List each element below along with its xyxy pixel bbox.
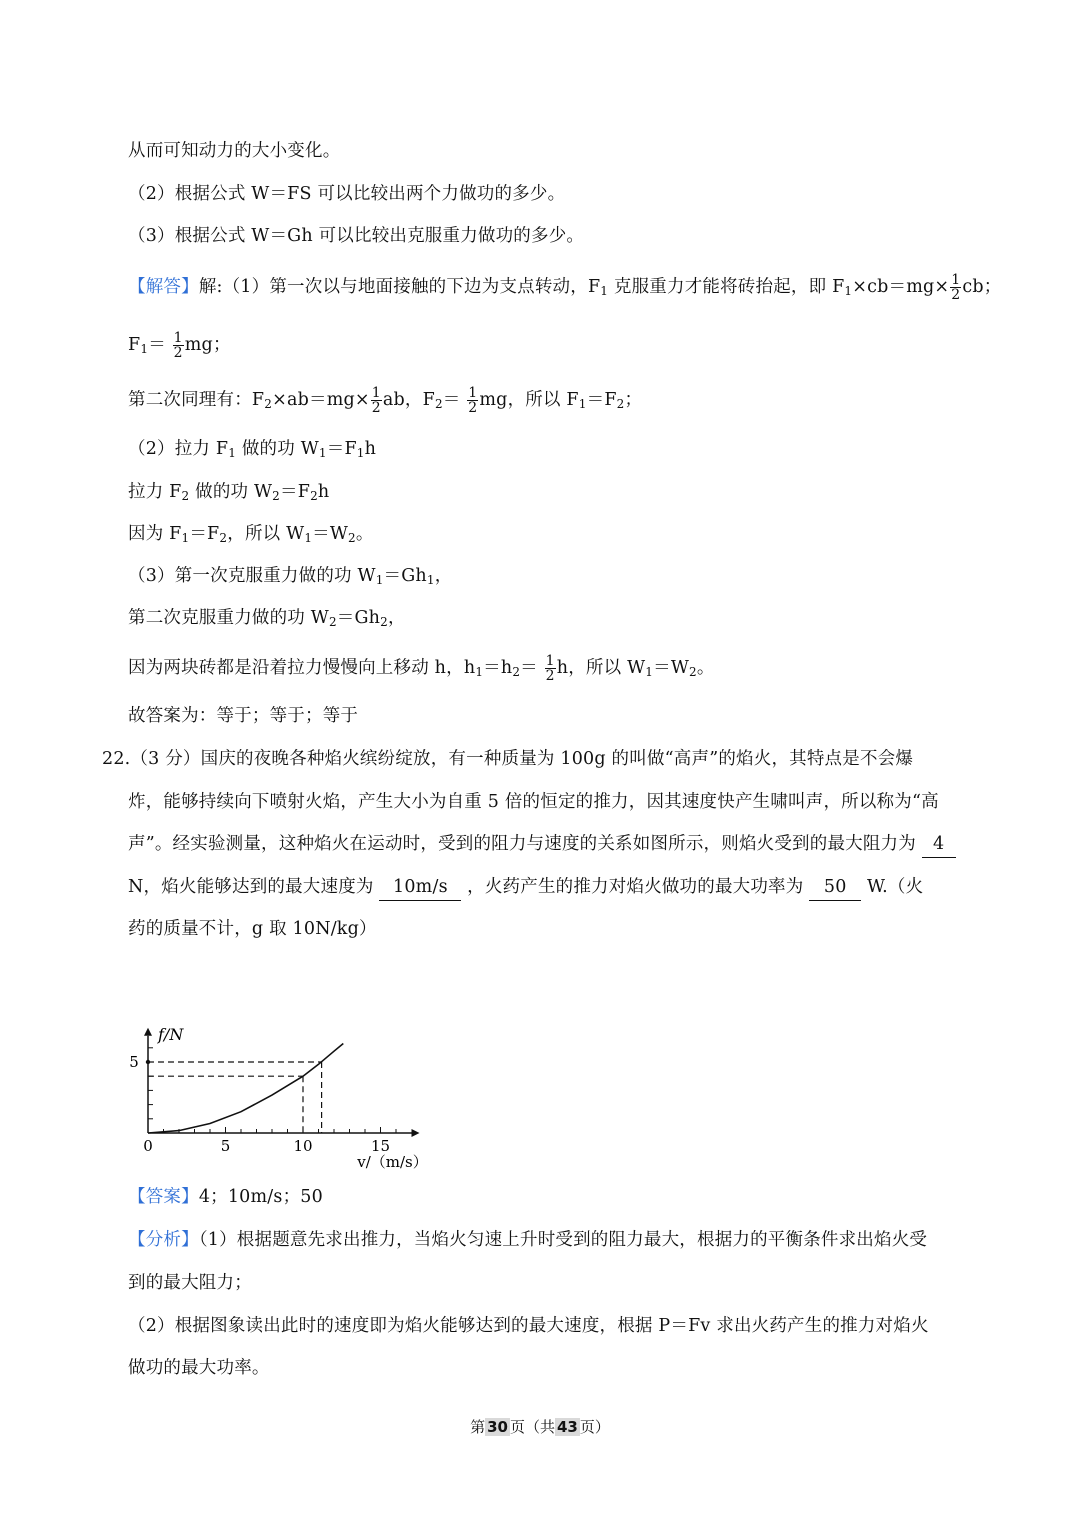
solution-line-6: [128, 521, 374, 551]
subscript: 2: [264, 397, 273, 411]
text: W.（火: [867, 877, 924, 897]
text: F: [128, 335, 141, 355]
text: ab，F: [382, 390, 435, 410]
text-line: （3）根据公式 W＝Gh 可以比较出克服重力做功的多少。: [128, 226, 585, 246]
x-tick-label: 10: [293, 1137, 313, 1155]
text: ＝: [148, 335, 172, 355]
text: ，: [388, 608, 406, 628]
text: ×cb＝mg×: [852, 277, 950, 297]
force-curve: [148, 1044, 343, 1134]
text: 第二次同理有：F: [128, 390, 265, 410]
solution-line-2: [128, 331, 231, 362]
text: 做的功 W: [236, 439, 319, 459]
solution-line-9: [128, 654, 715, 685]
y-axis-label: f/N: [158, 1024, 184, 1044]
analysis-tag: 【分析】: [128, 1230, 199, 1250]
subscript: 1: [181, 531, 190, 545]
solution-line-8: [128, 605, 406, 635]
text: ＝F: [189, 524, 220, 544]
text: ×ab＝mg×: [272, 390, 370, 410]
text: ，: [434, 566, 453, 586]
answer-tag: 【答案】: [128, 1187, 199, 1207]
subscript: 2: [348, 531, 356, 545]
y-tick-label: 5: [129, 1053, 139, 1071]
page-number: 30: [487, 1418, 508, 1436]
text: （2）拉力 F: [128, 439, 229, 459]
text: ＝h: [483, 658, 513, 678]
final-answer-line: 故答案为：等于；等于；等于: [128, 706, 359, 726]
analysis-line: [128, 1227, 927, 1253]
subscript: 2: [616, 397, 625, 411]
subscript: 2: [434, 397, 443, 411]
subscript: 1: [304, 531, 313, 545]
subscript: 2: [689, 665, 697, 679]
total-pages: 43: [557, 1418, 578, 1436]
text: ＝F: [586, 390, 617, 410]
text-line: （2）根据公式 W＝FS 可以比较出两个力做功的多少。: [128, 184, 566, 204]
subscript: 1: [645, 665, 654, 679]
question-line: [128, 831, 956, 858]
analysis-line: 到的最大阻力；: [128, 1273, 252, 1293]
text: ＝Gh: [383, 566, 427, 586]
text: ＝W: [653, 658, 690, 678]
x-tick-label: 5: [220, 1137, 231, 1155]
fraction: $\frac{1}{2}$: [468, 385, 478, 416]
question-line: 药的质量不计，g 取 10N/kg）: [128, 919, 377, 939]
subscript: 1: [375, 573, 384, 587]
text: ，火药产生的推力对焰火做功的最大功率为: [467, 877, 804, 897]
text: mg；: [184, 335, 231, 355]
text: ＝Gh: [336, 608, 381, 628]
question-line: 22.（3 分）国庆的夜晚各种焰火缤纷绽放，有一种质量为 100g 的叫做“高声”的焰火，其特点是不会爆: [102, 749, 914, 769]
force-velocity-chart: [118, 948, 428, 1178]
subscript: 1: [140, 342, 149, 356]
text: h: [364, 439, 377, 459]
solution-line-3: [128, 386, 642, 417]
text: N，焰火能够达到的最大速度为: [128, 877, 374, 897]
answer-blank: 10m/s: [379, 874, 461, 901]
text: 。: [696, 658, 715, 678]
subscript: 2: [512, 665, 521, 679]
x-axis-arrow: [412, 1129, 420, 1137]
fraction: $\frac{1}{2}$: [951, 272, 961, 303]
text: 页）: [579, 1418, 610, 1436]
text: 页（共: [509, 1418, 555, 1436]
answer-text: 4；10m/s；50: [198, 1187, 323, 1207]
text: （1）根据题意先求出推力，当焰火匀速上升时受到的阻力最大，根据力的平衡条件求出焰火受: [198, 1230, 928, 1250]
subscript: 1: [600, 284, 609, 298]
text: （3）第一次克服重力做的功 W: [128, 566, 376, 586]
question-line: [128, 874, 923, 901]
solution-line-1: [128, 273, 1002, 304]
subscript: 1: [426, 573, 435, 587]
question-line: 炸，能够持续向下喷射火焰，产生大小为自重 5 倍的恒定的推力，因其速度快产生啸叫声，所以称为“高: [128, 792, 939, 812]
text: 因为 F: [128, 524, 182, 544]
text: mg，所以 F: [479, 390, 579, 410]
subscript: 1: [844, 284, 853, 298]
text: ＝: [442, 390, 467, 410]
x-axis-label: v/（m/s）: [357, 1153, 428, 1171]
y-axis-point: [146, 1060, 150, 1064]
subscript: 1: [228, 446, 237, 460]
text: ，所以 W: [227, 524, 305, 544]
solution-line-5: [128, 479, 329, 509]
fraction: $\frac{1}{2}$: [371, 385, 381, 416]
text: 因为两块砖都是沿着拉力慢慢向上移动 h，h: [128, 658, 476, 678]
text: ；: [624, 390, 643, 410]
text: ＝W: [312, 524, 349, 544]
text: 。: [355, 524, 374, 544]
text: 解:（1）第一次以与地面接触的下边为支点转动，F: [198, 277, 601, 297]
subscript: 1: [475, 665, 484, 679]
subscript: 2: [310, 489, 318, 503]
text: 声”。经实验测量，这种焰火在运动时，受到的阻力与速度的关系如图所示，则焰火受到的最大阻力为: [128, 834, 916, 854]
subscript: 2: [328, 615, 337, 629]
subscript: 2: [380, 615, 388, 629]
fraction: $\frac{1}{2}$: [173, 330, 183, 361]
text: 第二次克服重力做的功 W: [128, 608, 329, 628]
analysis-line: （2）根据图象读出此时的速度即为焰火能够达到的最大速度，根据 P＝Fv 求出火药产生的推力对焰火: [128, 1316, 929, 1336]
text: h: [317, 482, 330, 502]
subscript: 2: [272, 489, 281, 503]
answer-blank: 4: [922, 831, 956, 858]
subscript: 1: [318, 446, 327, 460]
text: 克服重力才能将砖抬起，即 F: [608, 277, 845, 297]
solution-tag: 【解答】: [128, 277, 199, 297]
subscript: 1: [356, 446, 365, 460]
answer-line: [128, 1184, 323, 1210]
text: cb；: [962, 277, 1002, 297]
analysis-line: 做功的最大功率。: [128, 1358, 270, 1378]
text-line: 从而可知动力的大小变化。: [128, 141, 341, 161]
x-tick-label: 15: [370, 1137, 391, 1155]
x-tick-label: 0: [143, 1137, 153, 1155]
answer-blank: 50: [809, 874, 861, 901]
y-axis-arrow: [144, 1028, 152, 1036]
text: 第: [470, 1418, 486, 1436]
subscript: 1: [578, 397, 587, 411]
text: ＝F: [280, 482, 311, 502]
solution-line-7: [128, 563, 452, 593]
text: 拉力 F: [128, 482, 182, 502]
subscript: 2: [181, 489, 190, 503]
fraction: $\frac{1}{2}$: [545, 653, 555, 684]
page-footer: [0, 1416, 1080, 1437]
text: h，所以 W: [556, 658, 646, 678]
subscript: 2: [219, 531, 228, 545]
text: ＝: [520, 658, 544, 678]
solution-line-4: [128, 436, 376, 466]
text: 做的功 W: [189, 482, 273, 502]
text: ＝F: [326, 439, 357, 459]
